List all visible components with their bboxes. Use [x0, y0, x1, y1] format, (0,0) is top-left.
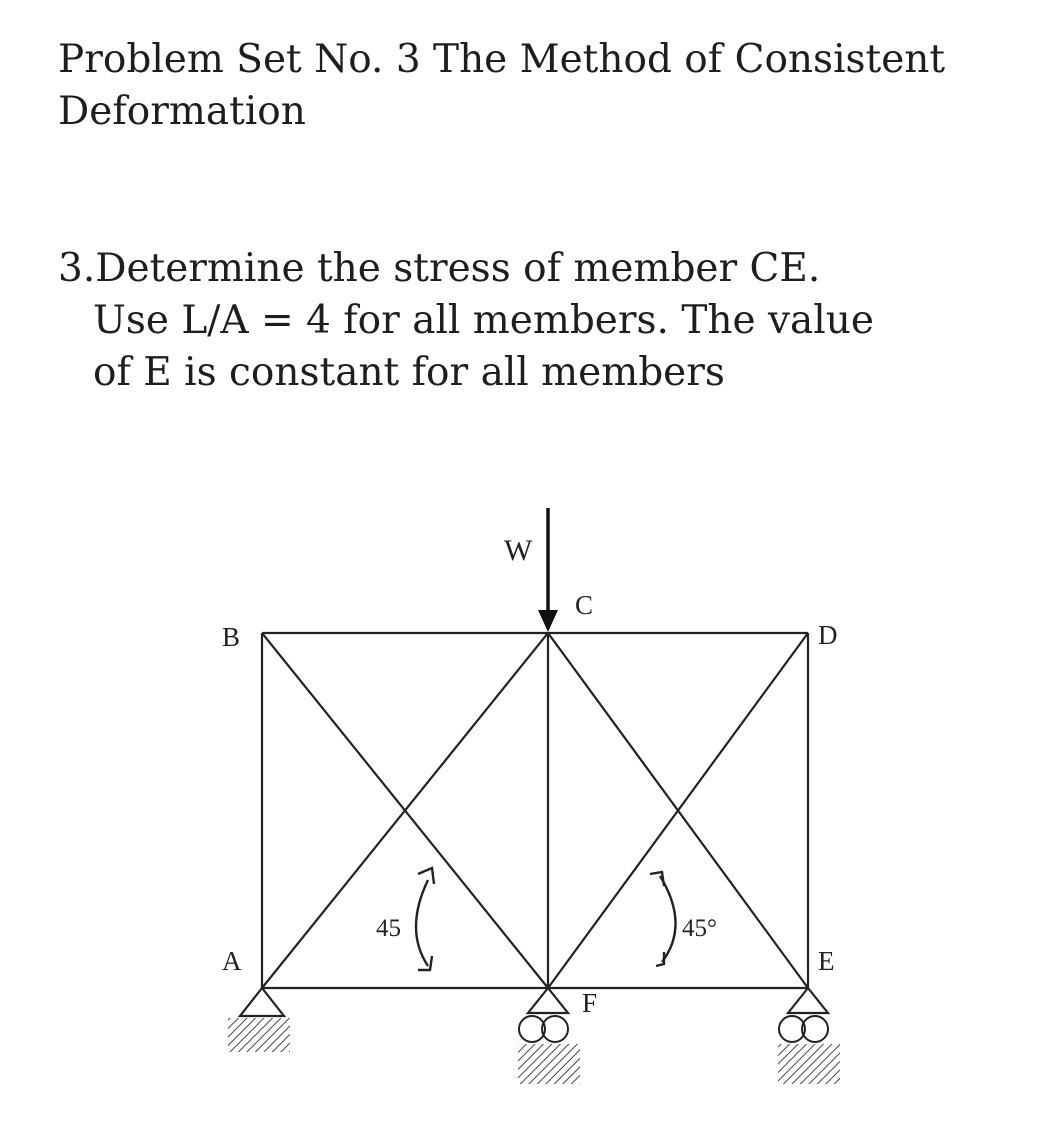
angle-label-right: 45°	[682, 915, 717, 942]
angle-label-left: 45	[376, 915, 401, 942]
roller-support-F	[518, 988, 580, 1084]
page-title: Problem Set No. 3 The Method of Consistent Deformation	[58, 37, 946, 134]
problem-line-2: Use L/A = 4 for all members. The value	[93, 298, 874, 343]
joint-label-B: B	[222, 622, 241, 652]
load-arrow	[538, 508, 558, 632]
angle-arc-right	[650, 872, 676, 966]
joint-label-E: E	[818, 946, 835, 976]
joint-label-C: C	[575, 590, 594, 620]
joint-label-A: A	[222, 946, 242, 976]
problem-statement	[58, 243, 1018, 399]
joint-label-F: F	[582, 988, 598, 1018]
problem-line-3: of E is constant for all members	[93, 350, 725, 395]
load-label: W	[504, 534, 533, 567]
truss-diagram	[0, 480, 1051, 1130]
joint-label-D: D	[818, 620, 838, 650]
roller-support-E	[778, 988, 840, 1084]
pin-support-A	[228, 988, 290, 1052]
problem-line-1: 3.Determine the stress of member CE.	[58, 246, 821, 291]
angle-arc-left	[416, 868, 434, 970]
